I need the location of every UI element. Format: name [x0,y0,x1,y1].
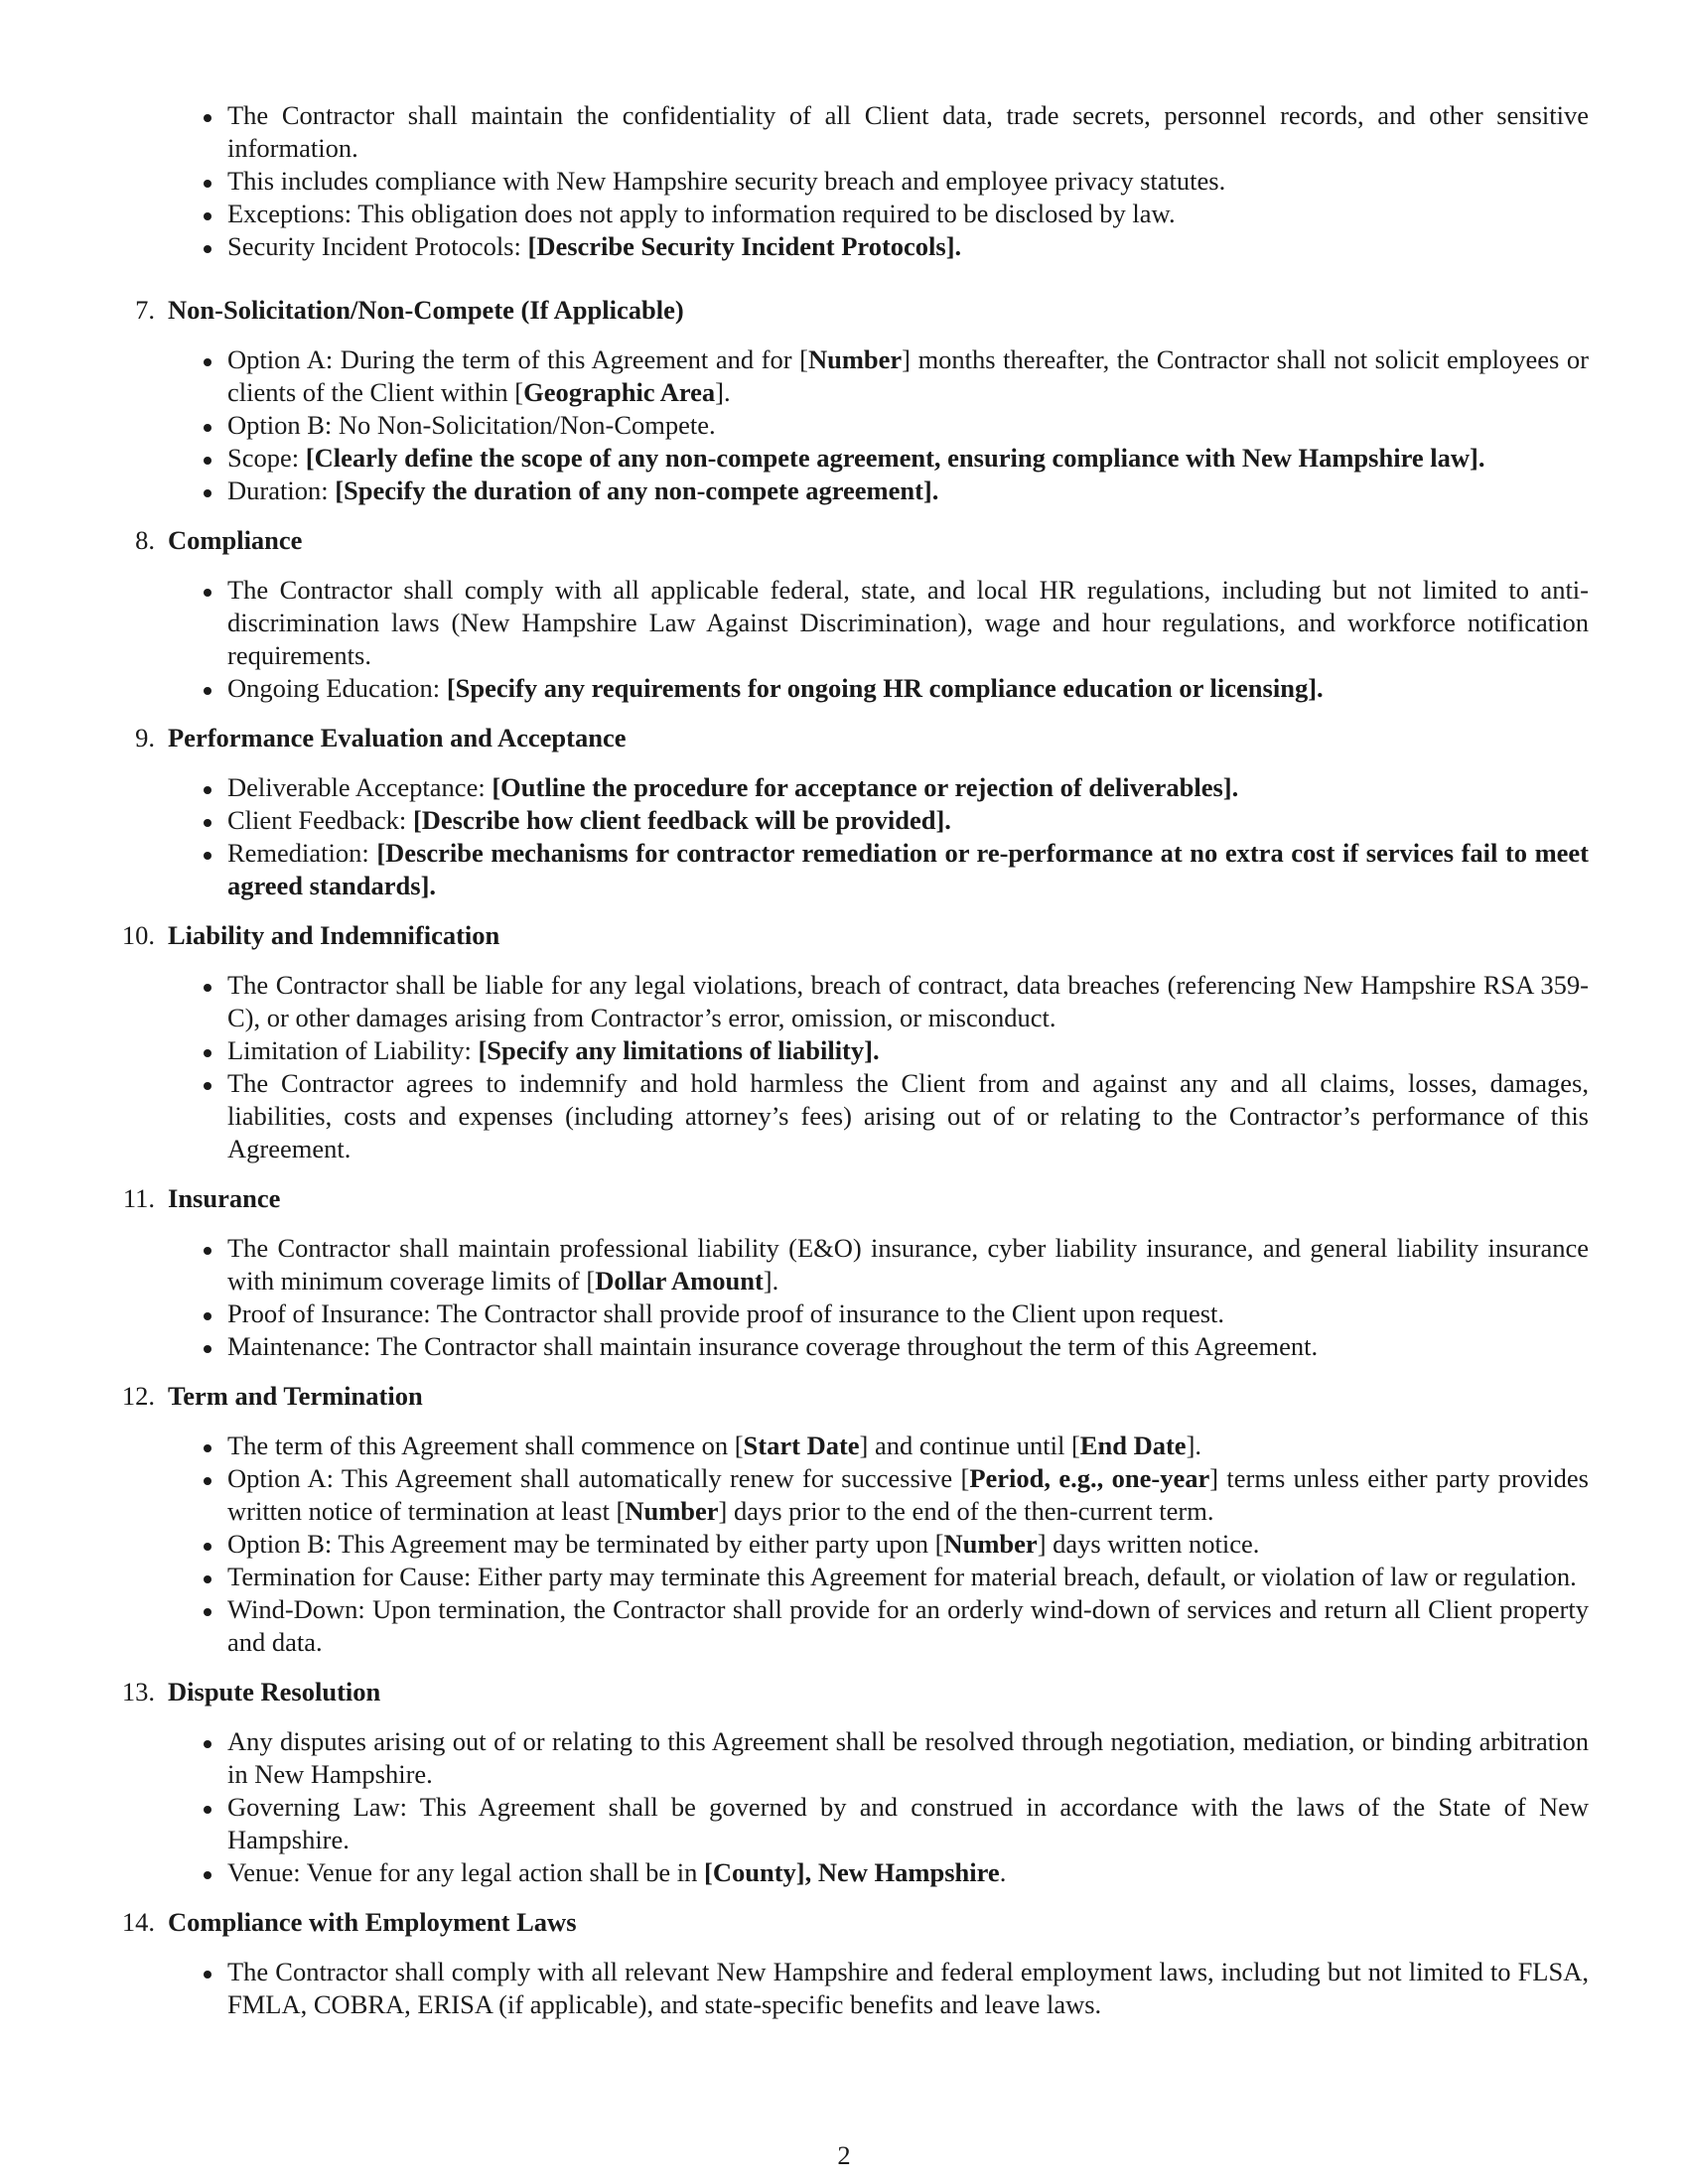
body-text: Exceptions: This obligation does not apply to information required to be disclosed by law. [227,199,1176,228]
list-item [227,1791,1589,1856]
section-heading [0,919,1688,952]
body-text: Remediation: [227,838,377,868]
list-item [227,1297,1589,1330]
section-7 [0,294,1688,524]
section-title: Performance Evaluation and Acceptance [168,723,627,752]
list-item [227,837,1589,902]
placeholder-text: [County], New Hampshire [704,1857,1000,1887]
body-text: Deliverable Acceptance: [227,772,492,802]
page-number: 2 [837,2140,851,2170]
placeholder-text: [Specify any requirements for ongoing HR compliance education or licensing]. [446,673,1324,703]
body-text: ] terms unless either party provides written notice of termination at least [ [227,1463,1589,1526]
list-item [227,804,1589,837]
body-text: The Contractor shall comply with all applicable federal, state, and local HR regulations, including but not limited to anti-discrimination laws (New Hampshire Law Against Discrimination), wage and hour regulations, and workforce notification requirements. [227,575,1589,670]
body-text: Venue: Venue for any legal action shall be in [227,1857,705,1887]
body-text: The Contractor shall maintain professional liability (E&O) insurance, cyber liability insurance, and general liability insurance with minimum coverage limits of [ [227,1233,1589,1296]
placeholder-text: End Date [1079,1431,1187,1460]
section-number: 10. [121,920,155,950]
section-number: 7. [135,295,155,325]
section-heading [0,1676,1688,1708]
bullet-list [0,1232,1589,1363]
placeholder-text: Number [625,1496,719,1526]
confidentiality-bullet-list [227,99,1589,263]
list-item [227,230,1589,263]
section-heading [0,294,1688,327]
body-text: Termination for Cause: Either party may terminate this Agreement for material breach, default, or violation of law or regulation. [227,1562,1577,1591]
bullet-list [0,969,1589,1165]
placeholder-text: Period, e.g., one-year [969,1463,1210,1493]
body-text: . [999,1857,1007,1887]
body-text: Scope: [227,443,306,473]
list-item [227,969,1589,1034]
placeholder-text: Dollar Amount [595,1266,764,1296]
body-text: Client Feedback: [227,805,413,835]
bullet-list [0,1956,1589,2021]
list-item [227,672,1589,705]
body-text: Any disputes arising out of or relating to this Agreement shall be resolved through negotiation, mediation, or binding arbitration in New Hampshire. [227,1726,1589,1789]
section-title: Term and Termination [168,1381,423,1411]
placeholder-text: Start Date [743,1431,860,1460]
placeholder-text: [Specify the duration of any non-compete agreement]. [335,476,939,505]
placeholder-text: [Describe Security Incident Protocols]. [527,231,962,261]
section-10 [0,919,1688,1182]
list-item [227,1232,1589,1297]
section-number: 13. [121,1677,155,1706]
body-text: The Contractor agrees to indemnify and hold harmless the Client from and against any and all claims, losses, damages, liabilities, costs and expenses (including attorney’s fees) arising out of or relating to the Contractor’s performance of this Agreement. [227,1068,1589,1163]
section-heading [0,1906,1688,1939]
section-list [0,294,1688,2038]
list-item [227,165,1589,198]
section-heading [0,1182,1688,1215]
body-text: Security Incident Protocols: [227,231,528,261]
bullet-list [0,574,1589,705]
section-heading [0,722,1688,754]
list-item [227,574,1589,672]
body-text: Limitation of Liability: [227,1035,479,1065]
body-text: Duration: [227,476,336,505]
body-text: The term of this Agreement shall commence on [ [227,1431,744,1460]
body-text: Option B: This Agreement may be terminated by either party upon [ [227,1529,944,1559]
body-text: Wind-Down: Upon termination, the Contractor shall provide for an orderly wind-down of services and return all Client property and data. [227,1594,1589,1657]
list-item [227,1956,1589,2021]
body-text: ]. [715,377,731,407]
list-item [227,1856,1589,1889]
list-item [227,1034,1589,1067]
section-number: 14. [121,1907,155,1937]
list-item [227,99,1589,165]
placeholder-text: [Outline the procedure for acceptance or rejection of deliverables]. [492,772,1239,802]
section-9 [0,722,1688,919]
bullet-list [0,1725,1589,1889]
section-title: Insurance [168,1183,281,1213]
section-title: Compliance with Employment Laws [168,1907,577,1937]
bullet-list [0,343,1589,507]
section-number: 11. [122,1183,155,1213]
placeholder-text: Number [943,1529,1038,1559]
placeholder-text: Number [807,344,903,374]
body-text: ] days prior to the end of the then-current term. [718,1496,1214,1526]
body-text: ]. [763,1266,779,1296]
placeholder-text: [Describe how client feedback will be provided]. [412,805,951,835]
bullet-list [0,771,1589,902]
body-text: Option A: During the term of this Agreement and for [ [227,344,808,374]
section-number: 12. [121,1381,155,1411]
placeholder-text: [Specify any limitations of liability]. [478,1035,880,1065]
section-14 [0,1906,1688,2038]
section-8 [0,524,1688,722]
body-text: The Contractor shall maintain the confidentiality of all Client data, trade secrets, personnel records, and other sensitive information. [227,100,1589,163]
list-item [227,1462,1589,1528]
body-text: Maintenance: The Contractor shall maintain insurance coverage throughout the term of this Agreement. [227,1331,1319,1361]
section-heading [0,1380,1688,1413]
body-text: Ongoing Education: [227,673,447,703]
section-title: Compliance [168,525,303,555]
list-item [227,1593,1589,1659]
body-text: ]. [1186,1431,1202,1460]
placeholder-text: [Clearly define the scope of any non-compete agreement, ensuring compliance with New Hampshire law]. [305,443,1485,473]
section-11 [0,1182,1688,1380]
list-item [227,1725,1589,1791]
body-text: Option B: No Non-Solicitation/Non-Compete. [227,410,716,440]
list-item [227,343,1589,409]
list-item [227,1067,1589,1165]
body-text: Proof of Insurance: The Contractor shall provide proof of insurance to the Client upon request. [227,1298,1225,1328]
list-item [227,198,1589,230]
body-text: Governing Law: This Agreement shall be governed by and construed in accordance with the laws of the State of New Hampshire. [227,1792,1589,1854]
section-title: Non-Solicitation/Non-Compete (If Applicable) [168,295,684,325]
placeholder-text: [Describe mechanisms for contractor remediation or re-performance at no extra cost if services fail to meet agreed standards]. [227,838,1589,900]
body-text: ] months thereafter, the Contractor shall not solicit employees or clients of the Client within [ [227,344,1589,407]
body-text: This includes compliance with New Hampshire security breach and employee privacy statutes. [227,166,1226,196]
body-text: The Contractor shall comply with all relevant New Hampshire and federal employment laws, including but not limited to FLSA, FMLA, COBRA, ERISA (if applicable), and state-specific benefits and leave laws. [227,1957,1589,2019]
section-title: Liability and Indemnification [168,920,500,950]
section-title: Dispute Resolution [168,1677,381,1706]
list-item [227,771,1589,804]
list-item [227,409,1589,442]
body-text: ] and continue until [ [859,1431,1080,1460]
list-item [227,1430,1589,1462]
body-text: Option A: This Agreement shall automatically renew for successive [ [227,1463,970,1493]
section-number: 8. [135,525,155,555]
body-text: ] days written notice. [1037,1529,1260,1559]
section-13 [0,1676,1688,1906]
section-heading [0,524,1688,557]
placeholder-text: Geographic Area [523,377,716,407]
list-item [227,1330,1589,1363]
section-12 [0,1380,1688,1676]
bullet-list [0,1430,1589,1659]
body-text: The Contractor shall be liable for any legal violations, breach of contract, data breaches (referencing New Hampshire RSA 359-C), or other damages arising from Contractor’s error, omission, or misconduct. [227,970,1589,1032]
list-item [227,442,1589,475]
list-item [227,475,1589,507]
section-number: 9. [135,723,155,752]
list-item [227,1528,1589,1561]
list-item [227,1561,1589,1593]
